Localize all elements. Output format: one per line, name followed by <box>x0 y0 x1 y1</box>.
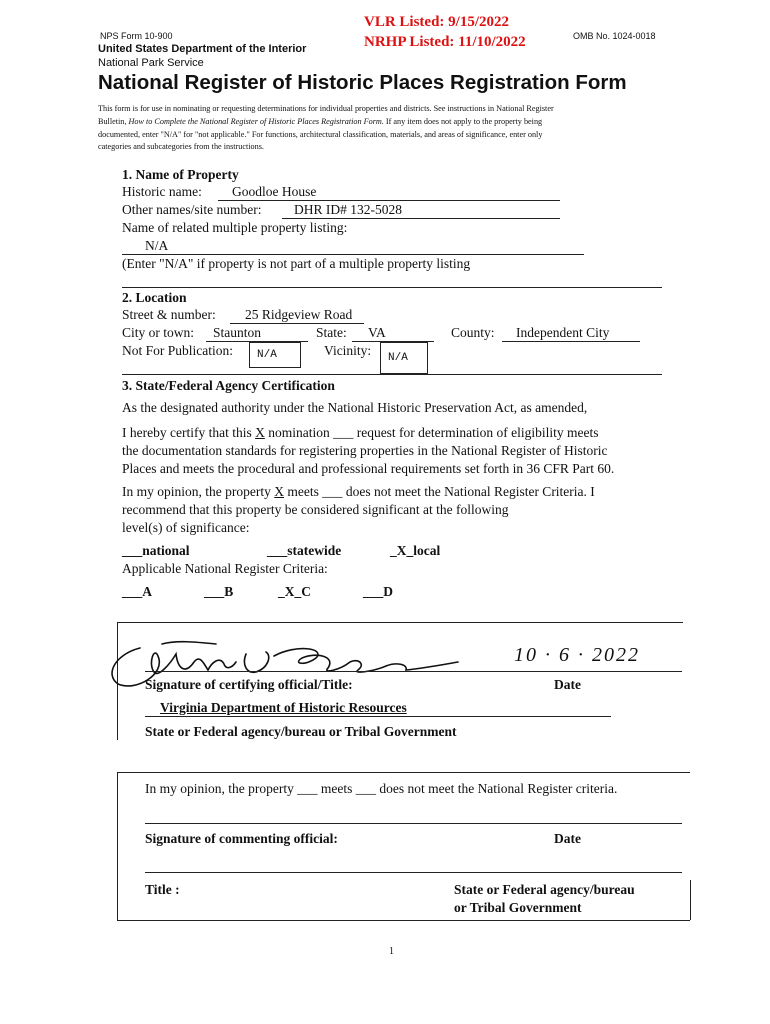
opinion-line-1 <box>122 484 595 500</box>
commenting-agency-label-1: State or Federal agency/bureau <box>454 882 635 897</box>
form-number: NPS Form 10-900 <box>100 31 173 41</box>
county-field[interactable]: Independent City <box>516 325 610 340</box>
authority-statement: As the designated authority under the National Historic Preservation Act, as amended, <box>122 400 588 415</box>
commenting-signature-label: Signature of commenting official: <box>145 831 338 846</box>
vicinity-label: Vicinity: <box>324 343 372 358</box>
does-not-meet-checkbox[interactable]: ___ <box>322 484 343 499</box>
city-label: City or town: <box>122 325 195 340</box>
section-divider <box>122 287 662 288</box>
criteria-c-checkbox[interactable]: _X_C <box>278 584 311 599</box>
street-field[interactable]: 25 Ridgeview Road <box>245 307 353 322</box>
multiple-listing-note: (Enter "N/A" if property is not part of a multiple property listing <box>122 256 471 271</box>
vicinity-field[interactable]: N/A <box>380 342 428 374</box>
opinion-text-pre: In my opinion, the property <box>122 484 275 499</box>
omb-number: OMB No. 1024-0018 <box>573 31 656 41</box>
not-for-publication-label: Not For Publication: <box>122 343 233 358</box>
agency-name-field[interactable]: Virginia Department of Historic Resources <box>160 700 407 715</box>
opinion-line-3: level(s) of significance: <box>122 520 250 535</box>
vlr-listed-stamp: VLR Listed: 9/15/2022 <box>364 14 510 30</box>
city-field[interactable]: Staunton <box>213 325 262 340</box>
commenting-date-label: Date <box>554 831 581 846</box>
not-for-publication-field[interactable]: N/A <box>249 342 301 368</box>
county-label: County: <box>451 325 495 340</box>
section-1-heading: 1. Name of Property <box>122 167 239 182</box>
meets-checkbox[interactable]: X <box>274 484 284 499</box>
intro-bulletin-title: How to Complete the National Register of Historic Places Registration Form. <box>128 117 384 126</box>
page-title: National Register of Historic Places Registration Form <box>98 71 627 94</box>
certify-line-2: the documentation standards for registering properties in the National Register of Historic <box>122 443 608 458</box>
commenting-opinion: In my opinion, the property ___ meets ___ does not meet the National Register criteria. <box>145 781 618 796</box>
intro-line-2c: If any item does not apply to the property being <box>383 117 543 126</box>
intro-line-2 <box>98 117 542 126</box>
historic-name-label: Historic name: <box>122 184 202 199</box>
nomination-checkbox[interactable]: X <box>255 425 265 440</box>
intro-line-3: documented, enter "N/A" for "not applicable." For functions, architectural classification, materials, and areas of significance, enter only <box>98 130 543 139</box>
other-names-label: Other names/site number: <box>122 202 262 217</box>
certify-text-post: request for determination of eligibility meets <box>353 425 599 440</box>
intro-line-2a: Bulletin, <box>98 117 129 126</box>
criteria-b-checkbox[interactable]: ___B <box>204 584 234 599</box>
commenting-agency-label-2: or Tribal Government <box>454 900 582 915</box>
level-national-checkbox[interactable]: ___national <box>122 543 190 558</box>
state-label: State: <box>316 325 347 340</box>
intro-line-4: categories and subcategories from the instructions. <box>98 142 264 151</box>
certify-line-3: Places and meets the procedural and professional requirements set forth in 36 CFR Part 60. <box>122 461 615 476</box>
section-3-heading: 3. State/Federal Agency Certification <box>122 378 335 393</box>
criteria-label: Applicable National Register Criteria: <box>122 561 328 576</box>
opinion-line-2: recommend that this property be considered significant at the following <box>122 502 509 517</box>
other-names-field[interactable]: DHR ID# 132-5028 <box>294 202 402 217</box>
opinion-text-post: does not meet the National Register Criteria. I <box>342 484 595 499</box>
opinion-text-mid: meets <box>283 484 323 499</box>
level-local-checkbox[interactable]: _X_local <box>390 543 441 558</box>
page-number: 1 <box>389 946 394 957</box>
criteria-d-checkbox[interactable]: ___D <box>363 584 393 599</box>
certify-line-1 <box>122 425 599 441</box>
request-checkbox[interactable]: ___ <box>333 425 354 440</box>
commenting-title-label: Title : <box>145 882 180 897</box>
section-divider <box>122 374 662 375</box>
intro-line-1: This form is for use in nominating or requesting determinations for individual properties and districts. See instructions in National Register <box>98 104 554 113</box>
historic-name-field[interactable]: Goodloe House <box>232 184 317 199</box>
state-field[interactable]: VA <box>368 325 386 340</box>
level-statewide-checkbox[interactable]: ___statewide <box>267 543 342 558</box>
certifying-signature-label: Signature of certifying official/Title: <box>145 677 353 692</box>
nrhp-listed-stamp: NRHP Listed: 11/10/2022 <box>364 34 526 50</box>
certify-text-mid: nomination <box>264 425 334 440</box>
certifying-date-label: Date <box>554 677 581 692</box>
certify-text-pre: I hereby certify that this <box>122 425 256 440</box>
multiple-listing-field[interactable]: N/A <box>145 238 169 253</box>
street-label: Street & number: <box>122 307 216 322</box>
service-name: National Park Service <box>98 57 204 69</box>
department-name: United States Department of the Interior <box>98 43 307 55</box>
criteria-a-checkbox[interactable]: ___A <box>122 584 152 599</box>
section-2-heading: 2. Location <box>122 290 187 305</box>
signature-date: 10 · 6 · 2022 <box>514 644 640 666</box>
agency-label: State or Federal agency/bureau or Tribal Government <box>145 724 457 739</box>
multiple-listing-label: Name of related multiple property listing: <box>122 220 348 235</box>
